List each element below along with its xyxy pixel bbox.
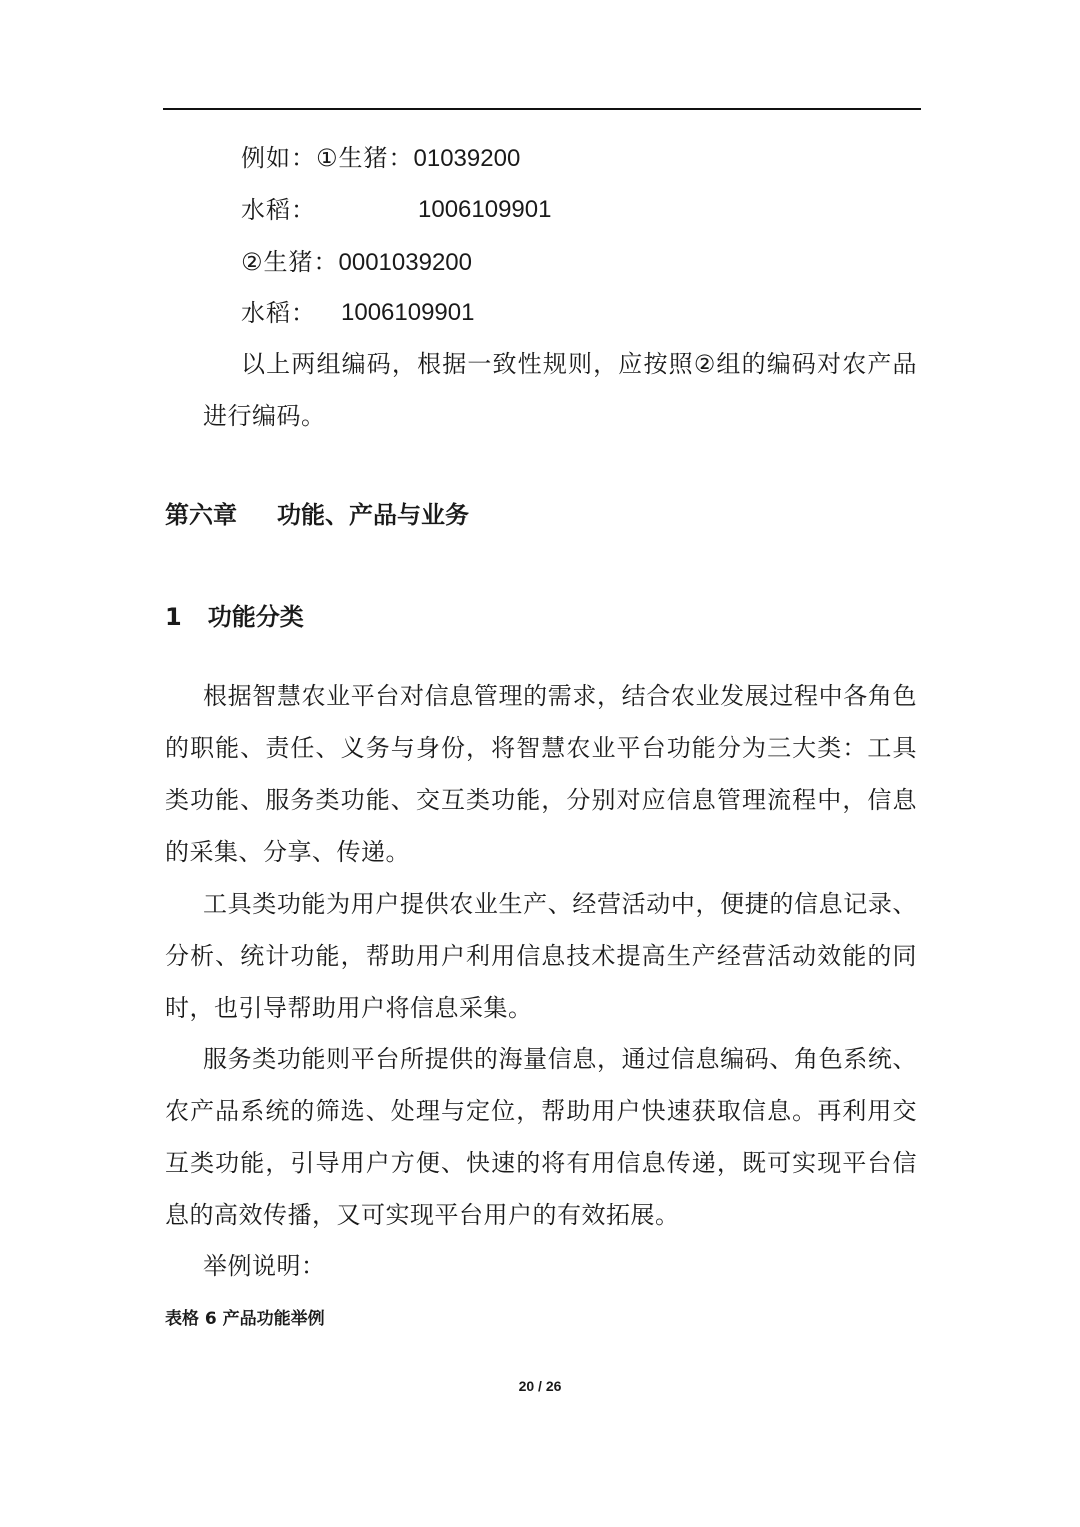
paragraph-3: 服务类功能则平台所提供的海量信息，通过信息编码、角色系统、农产品系统的筛选、处理与定位，帮助用户快速获取信息。再利用交互类功能，引导用户方便、快速的将有用信息传递，既可实现平台信息的高效传播，又可实现平台用户的有效拓展。 — [165, 1045, 917, 1229]
example-line-4-label: 水稻： — [241, 299, 316, 327]
example-line-2-code: 1006109901 — [418, 196, 552, 223]
chapter-title: 功能、产品与业务 — [277, 501, 469, 529]
example-line-2 — [241, 195, 316, 225]
example-conclusion: 以上两组编码，根据一致性规则，应按照②组的编码对农产品进行编码。 — [203, 350, 917, 430]
paragraph-4: 举例说明： — [203, 1252, 326, 1280]
table-caption: 表格 6 产品功能举例 — [165, 1309, 325, 1329]
example-line-3-label: ②生猪： — [241, 248, 339, 276]
example-line-4 — [241, 298, 316, 328]
section-number: 1 — [165, 603, 182, 631]
paragraph-2: 工具类功能为用户提供农业生产、经营活动中，便捷的信息记录、分析、统计功能，帮助用户利用信息技术提高生产经营活动效能的同时，也引导帮助用户将信息采集。 — [165, 890, 917, 1022]
example-line-3-code: 0001039200 — [338, 249, 472, 276]
example-line-3 — [241, 247, 472, 278]
example-line-4-code: 1006109901 — [341, 299, 475, 326]
example-line-2-label: 水稻： — [241, 196, 316, 224]
example-line-1-code: 01039200 — [413, 145, 521, 172]
chapter-number: 第六章 — [165, 501, 237, 529]
example-line-1 — [241, 143, 520, 174]
chapter-heading — [165, 500, 469, 530]
section-title: 功能分类 — [207, 603, 304, 631]
section-heading — [165, 602, 304, 632]
page-number: 20 / 26 — [518, 1378, 562, 1394]
paragraph-1: 根据智慧农业平台对信息管理的需求，结合农业发展过程中各角色的职能、责任、义务与身份，将智慧农业平台功能分为三大类：工具类功能、服务类功能、交互类功能，分别对应信息管理流程中，信息的采集、分享、传递。 — [165, 682, 917, 866]
header-rule — [163, 108, 921, 110]
example-line-1-label: 例如：①生猪： — [241, 144, 414, 172]
